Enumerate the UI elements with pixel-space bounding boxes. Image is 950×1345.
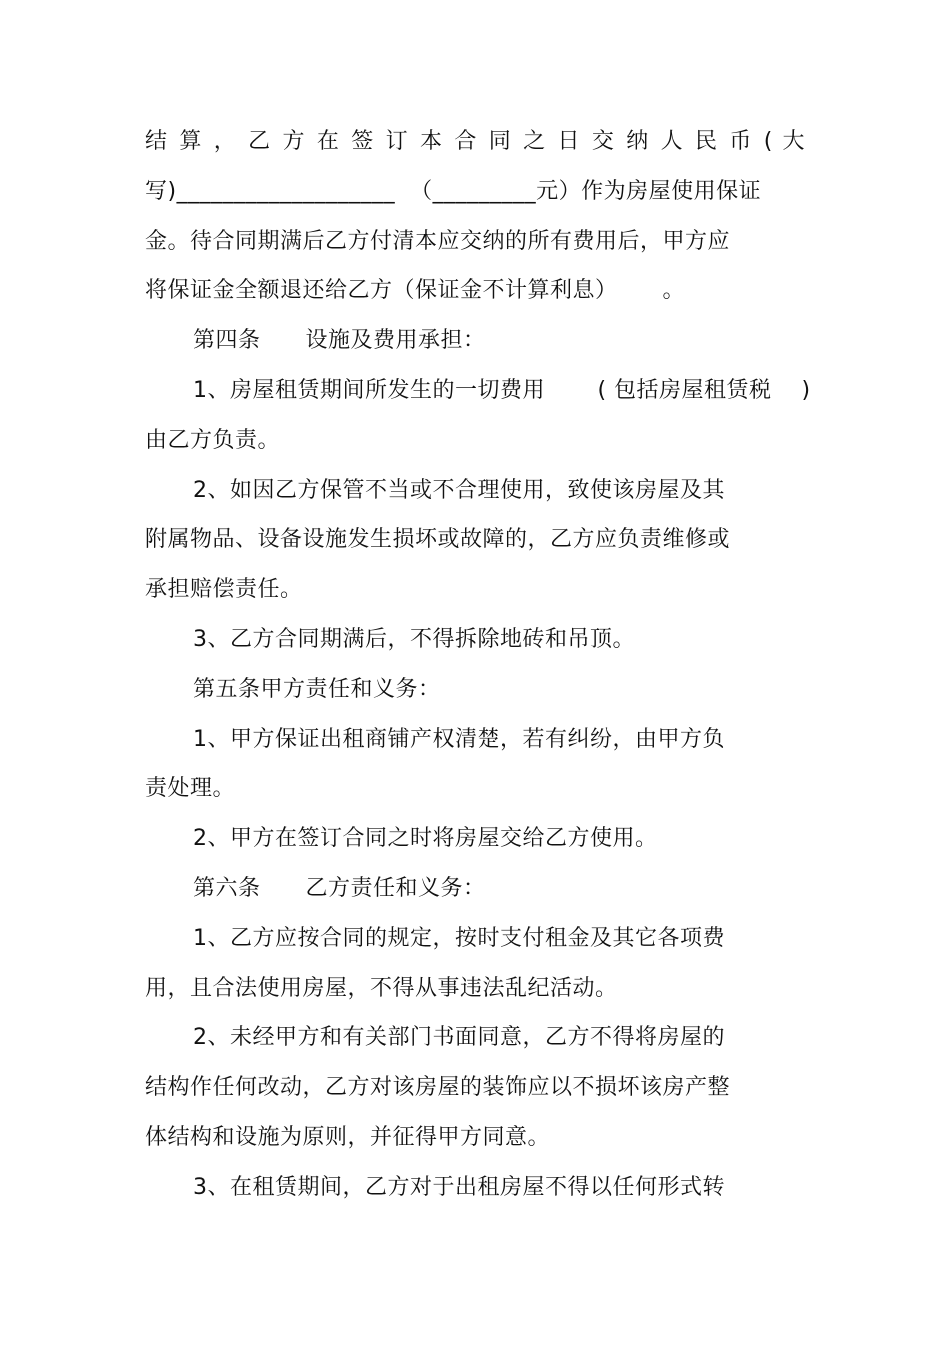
text-line: 由乙方负责。 <box>145 428 281 453</box>
text-line: 1、甲方保证出租商铺产权清楚，若有纠纷，由甲方负 <box>193 727 725 752</box>
text-line: 附属物品、设备设施发生损坏或故障的，乙方应负责维修或 <box>145 527 731 552</box>
text-line: 3、乙方合同期满后，不得拆除地砖和吊顶。 <box>193 627 635 652</box>
text-line: 写)___________________ （_________元）作为房屋使用保证 <box>145 179 762 204</box>
text-line: 3、在租赁期间，乙方对于出租房屋不得以任何形式转 <box>193 1175 725 1200</box>
text-line: 结构作任何改动，乙方对该房屋的装饰应以不损坏该房产整 <box>145 1075 731 1100</box>
text-line: 结 算 ， 乙 方 在 签 订 本 合 同 之 日 交 纳 人 民 币 ( 大 <box>145 129 805 154</box>
text-line: 1、乙方应按合同的规定，按时支付租金及其它各项费 <box>193 926 725 951</box>
text-line: 承担赔偿责任。 <box>145 577 303 602</box>
section-heading: 第四条 设施及费用承担： <box>193 328 486 353</box>
text-line: 1、房屋租赁期间所发生的一切费用 ( 包括房屋租赁税 ) <box>193 378 811 403</box>
text-line: 责处理。 <box>145 776 236 801</box>
text-line: 2、未经甲方和有关部门书面同意，乙方不得将房屋的 <box>193 1025 725 1050</box>
text-line: 2、如因乙方保管不当或不合理使用，致使该房屋及其 <box>193 478 725 503</box>
section-heading: 第六条 乙方责任和义务： <box>193 876 486 901</box>
text-line: 用，且合法使用房屋，不得从事违法乱纪活动。 <box>145 976 618 1001</box>
text-line: 2、甲方在签订合同之时将房屋交给乙方使用。 <box>193 826 658 851</box>
section-heading: 第五条甲方责任和义务： <box>193 677 441 702</box>
text-line: 金。待合同期满后乙方付清本应交纳的所有费用后，甲方应 <box>145 229 731 254</box>
text-line: 将保证金全额退还给乙方（保证金不计算利息） 。 <box>145 278 685 303</box>
text-line: 体结构和设施为原则，并征得甲方同意。 <box>145 1125 551 1150</box>
